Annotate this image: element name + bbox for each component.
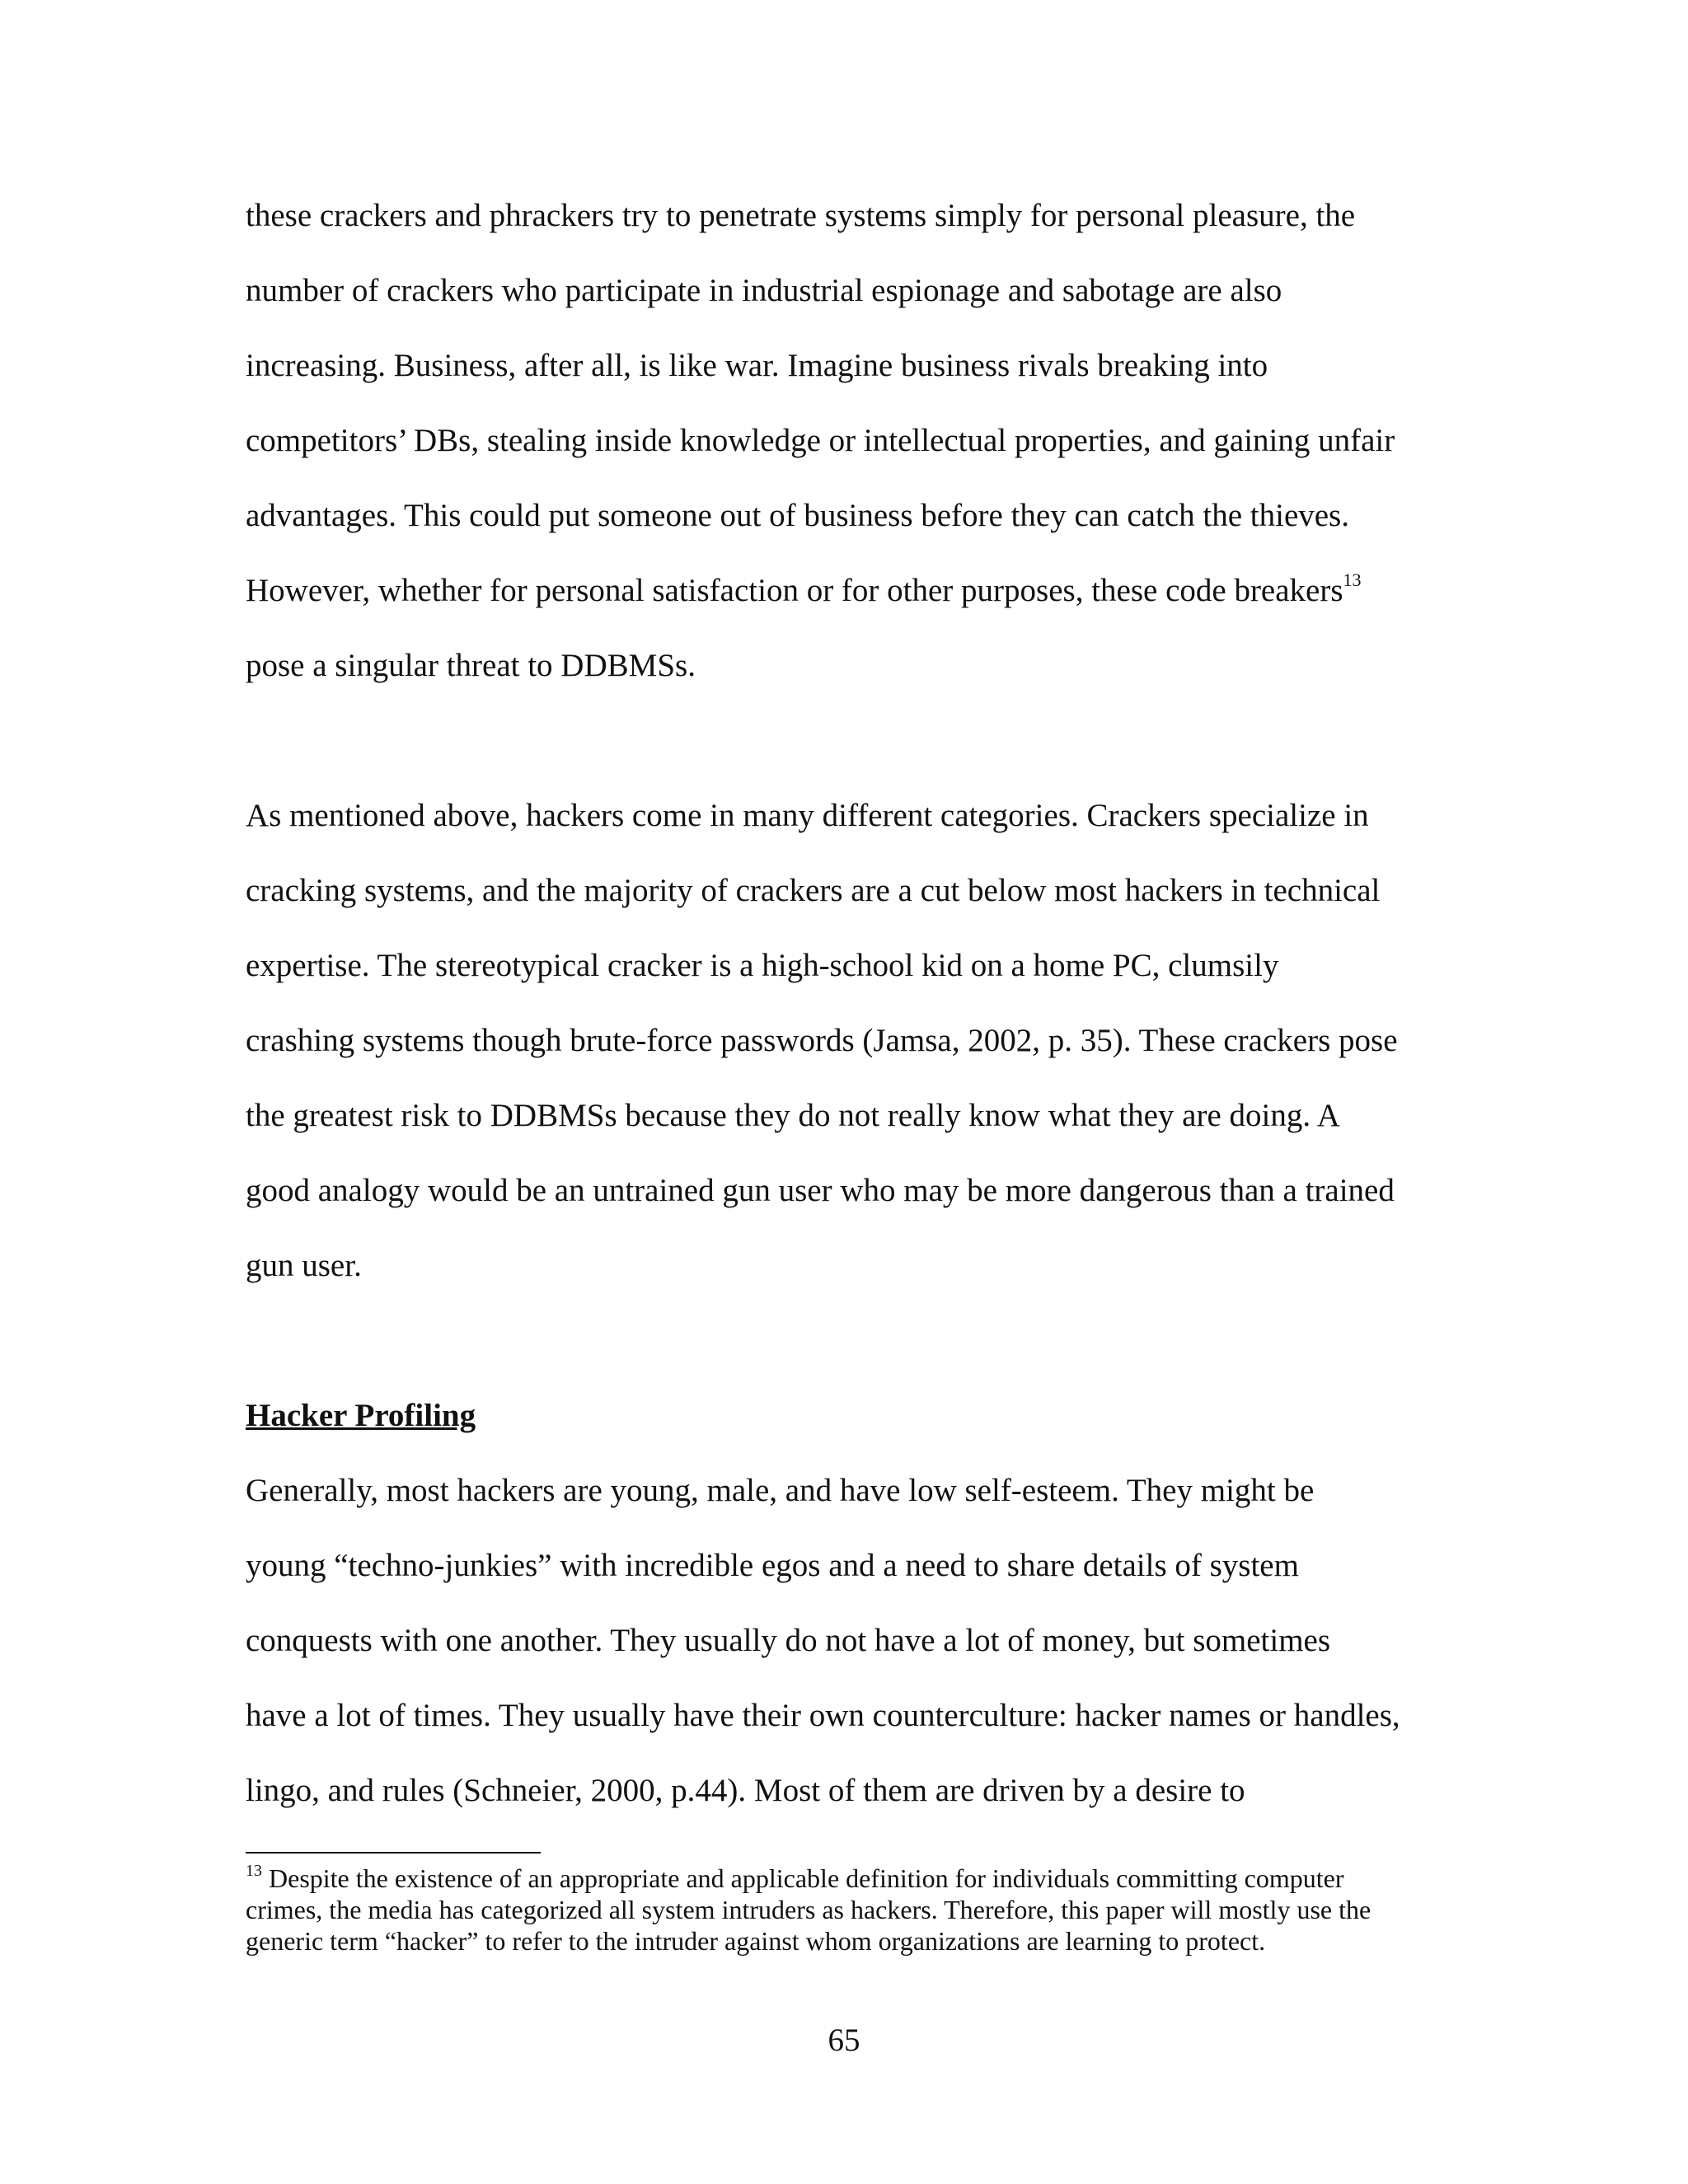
body-line: lingo, and rules (Schneier, 2000, p.44). Most of them are driven by a desire to xyxy=(246,1773,1245,1808)
footnote-number: 13 xyxy=(246,1862,262,1881)
body-line: number of crackers who participate in industrial espionage and sabotage are also xyxy=(246,273,1282,308)
body-line: expertise. The stereotypical cracker is a high-school kid on a home PC, clumsily xyxy=(246,948,1279,983)
body-line: conquests with one another. They usually do not have a lot of money, but sometimes xyxy=(246,1623,1331,1658)
body-line: pose a singular threat to DDBMSs. xyxy=(246,648,696,683)
body-line: As mentioned above, hackers come in many different categories. Crackers specialize in xyxy=(246,798,1369,833)
footnote-line: crimes, the media has categorized all system intruders as hackers. Therefore, this paper will mostly use the xyxy=(246,1895,1372,1924)
body-line-with-footnote-ref xyxy=(246,571,1362,611)
footnote-line xyxy=(246,1863,1343,1894)
body-line: young “techno-junkies” with incredible egos and a need to share details of system xyxy=(246,1548,1299,1583)
body-line: good analogy would be an untrained gun user who may be more dangerous than a trained xyxy=(246,1173,1395,1208)
body-line: gun user. xyxy=(246,1248,362,1283)
body-line: the greatest risk to DDBMSs because they do not really know what they are doing. A xyxy=(246,1098,1340,1133)
body-line: have a lot of times. They usually have their own counterculture: hacker names or handles, xyxy=(246,1698,1400,1733)
body-line-text: However, whether for personal satisfaction or for other purposes, these code breakers xyxy=(246,573,1343,608)
footnote-text: Despite the existence of an appropriate and applicable definition for individuals committing computer xyxy=(262,1863,1344,1893)
page-number: 65 xyxy=(828,2022,860,2058)
section-heading: Hacker Profiling xyxy=(246,1398,476,1433)
body-line: these crackers and phrackers try to penetrate systems simply for personal pleasure, the xyxy=(246,198,1356,233)
body-line: cracking systems, and the majority of crackers are a cut below most hackers in technical xyxy=(246,873,1381,908)
body-line: crashing systems though brute-force passwords (Jamsa, 2002, p. 35). These crackers pose xyxy=(246,1023,1398,1058)
body-line: advantages. This could put someone out of business before they can catch the thieves. xyxy=(246,498,1349,533)
footnote-reference[interactable]: 13 xyxy=(1343,569,1362,590)
body-line: Generally, most hackers are young, male, and have low self-esteem. They might be xyxy=(246,1473,1315,1508)
body-line: increasing. Business, after all, is like war. Imagine business rivals breaking into xyxy=(246,348,1268,383)
footnote-line: generic term “hacker” to refer to the intruder against whom organizations are learning to protect. xyxy=(246,1926,1266,1956)
footnote-separator xyxy=(246,1852,541,1854)
body-line: competitors’ DBs, stealing inside knowledge or intellectual properties, and gaining unfair xyxy=(246,423,1395,458)
